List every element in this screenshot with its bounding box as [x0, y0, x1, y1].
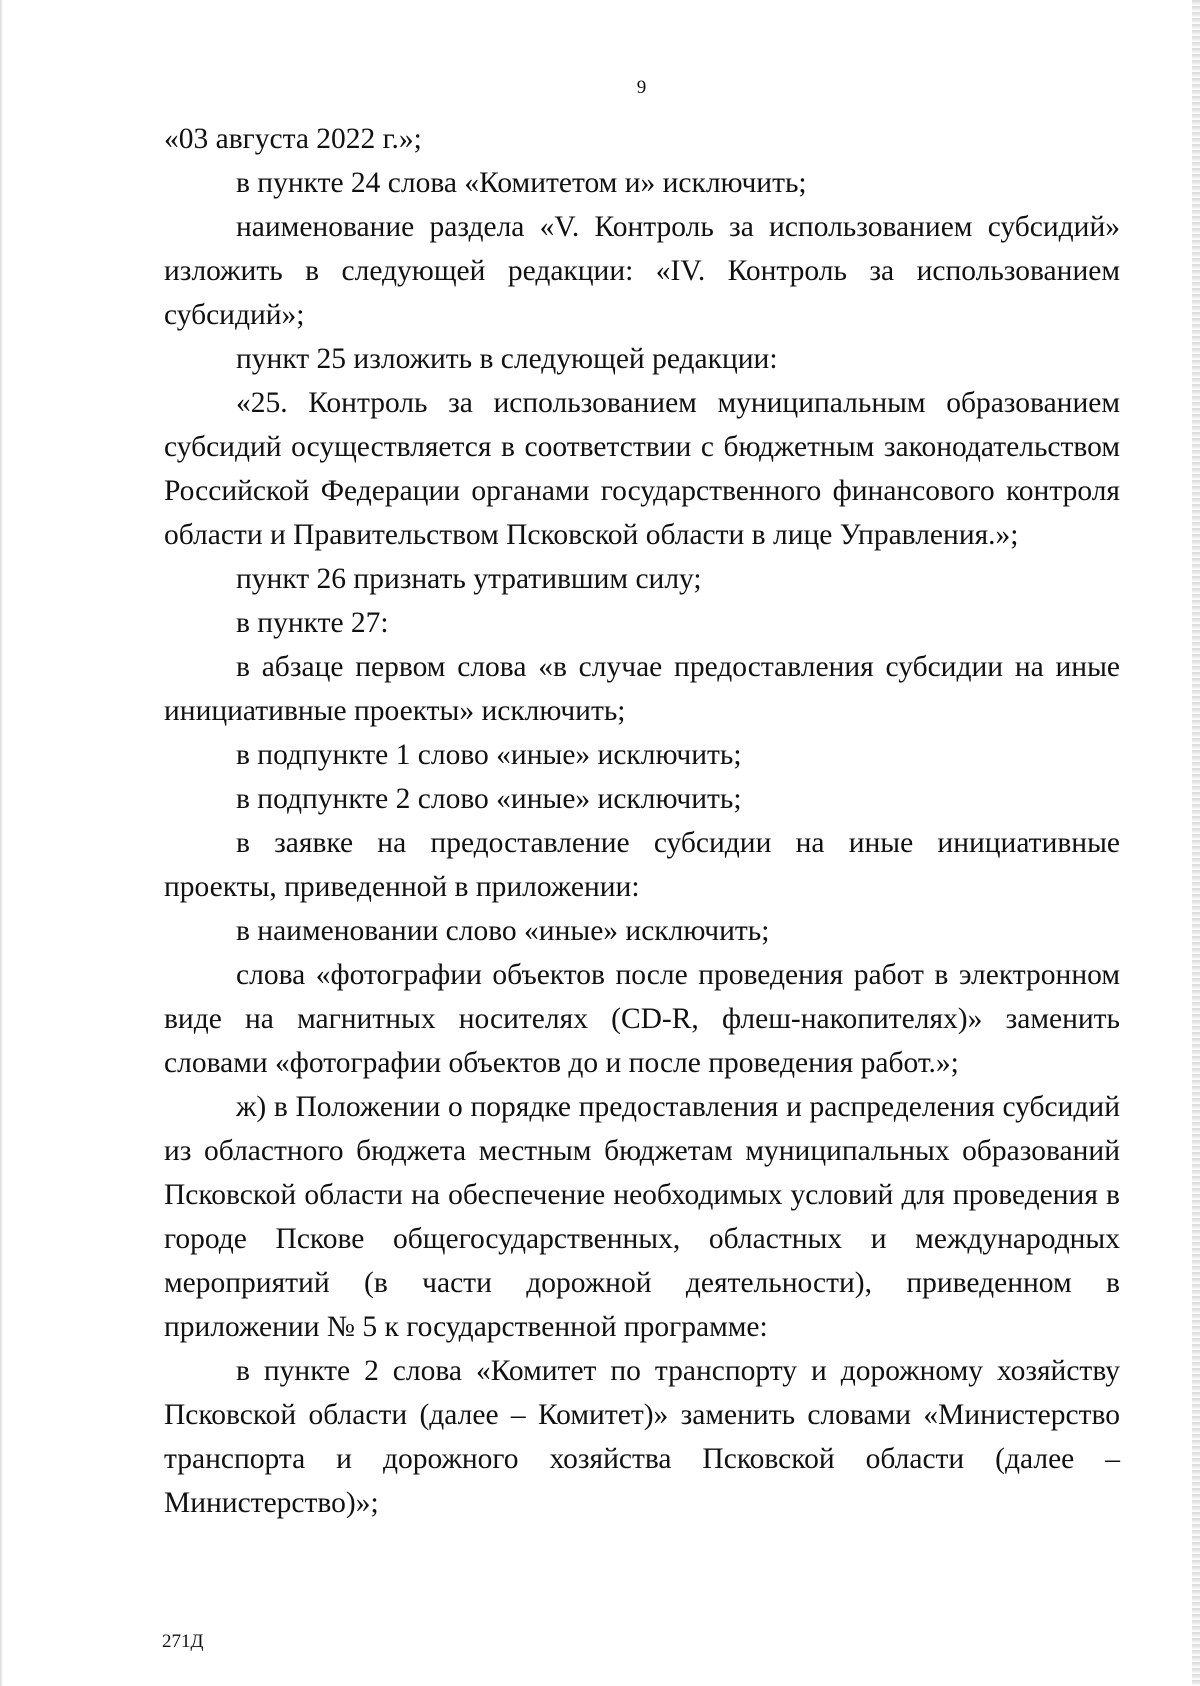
page-number: 9 [636, 77, 647, 98]
paragraph: в заявке на предоставление субсидии на иные инициативные проекты, приведенной в приложении: [164, 827, 1120, 903]
paragraph: слова «фотографии объектов после проведения работ в электронном виде на магнитных носителях (CD-R, флеш-накопителях)» заменить словами «фотографии объектов до и после проведения работ.»; [164, 959, 1120, 1079]
paragraph: в наименовании слово «иные» исключить; [236, 915, 770, 947]
scan-edge-right [1192, 0, 1200, 1686]
paragraph: в пункте 27: [236, 607, 389, 639]
paragraph: ж) в Положении о порядке предоставления и распределения субсидий из областного бюджета местным бюджетам муниципальных образований Псковской области на обеспечение необходимых условий для проведения в городе Пскове общегосударственных, областных и международных мероприятий (в части дорожной деятельности), приведенном в приложении № 5 к государственной программе: [164, 1091, 1120, 1343]
paragraph: в пункте 24 слова «Комитетом и» исключить; [236, 167, 807, 199]
paragraph: в пункте 2 слова «Комитет по транспорту и дорожному хозяйству Псковской области (далее – Комитет)» заменить словами «Министерство транспорта и дорожного хозяйства Псковской области (далее – Министерство)»; [164, 1355, 1120, 1519]
paragraph: «25. Контроль за использованием муниципальным образованием субсидий осуществляется в соответствии с бюджетным законодательством Российской Федерации органами государственного финансового контроля области и Правительством Псковской области в лице Управления.»; [164, 387, 1120, 551]
paragraph: наименование раздела «V. Контроль за использованием субсидий» изложить в следующей редакции: «IV. Контроль за использованием субсидий»; [164, 211, 1120, 331]
paragraph: в абзаце первом слова «в случае предоставления субсидии на иные инициативные проекты» исключить; [164, 651, 1120, 727]
paragraph: в подпункте 1 слово «иные» исключить; [236, 739, 742, 771]
document-code: 271Д [162, 1631, 204, 1652]
paragraph: пункт 25 изложить в следующей редакции: [236, 343, 778, 375]
scan-edge-left [0, 0, 3, 1686]
document-body [164, 117, 1120, 1525]
paragraph: «03 августа 2022 г.»; [164, 123, 422, 155]
paragraph: пункт 26 признать утратившим силу; [236, 563, 702, 595]
paragraph: в подпункте 2 слово «иные» исключить; [236, 783, 742, 815]
